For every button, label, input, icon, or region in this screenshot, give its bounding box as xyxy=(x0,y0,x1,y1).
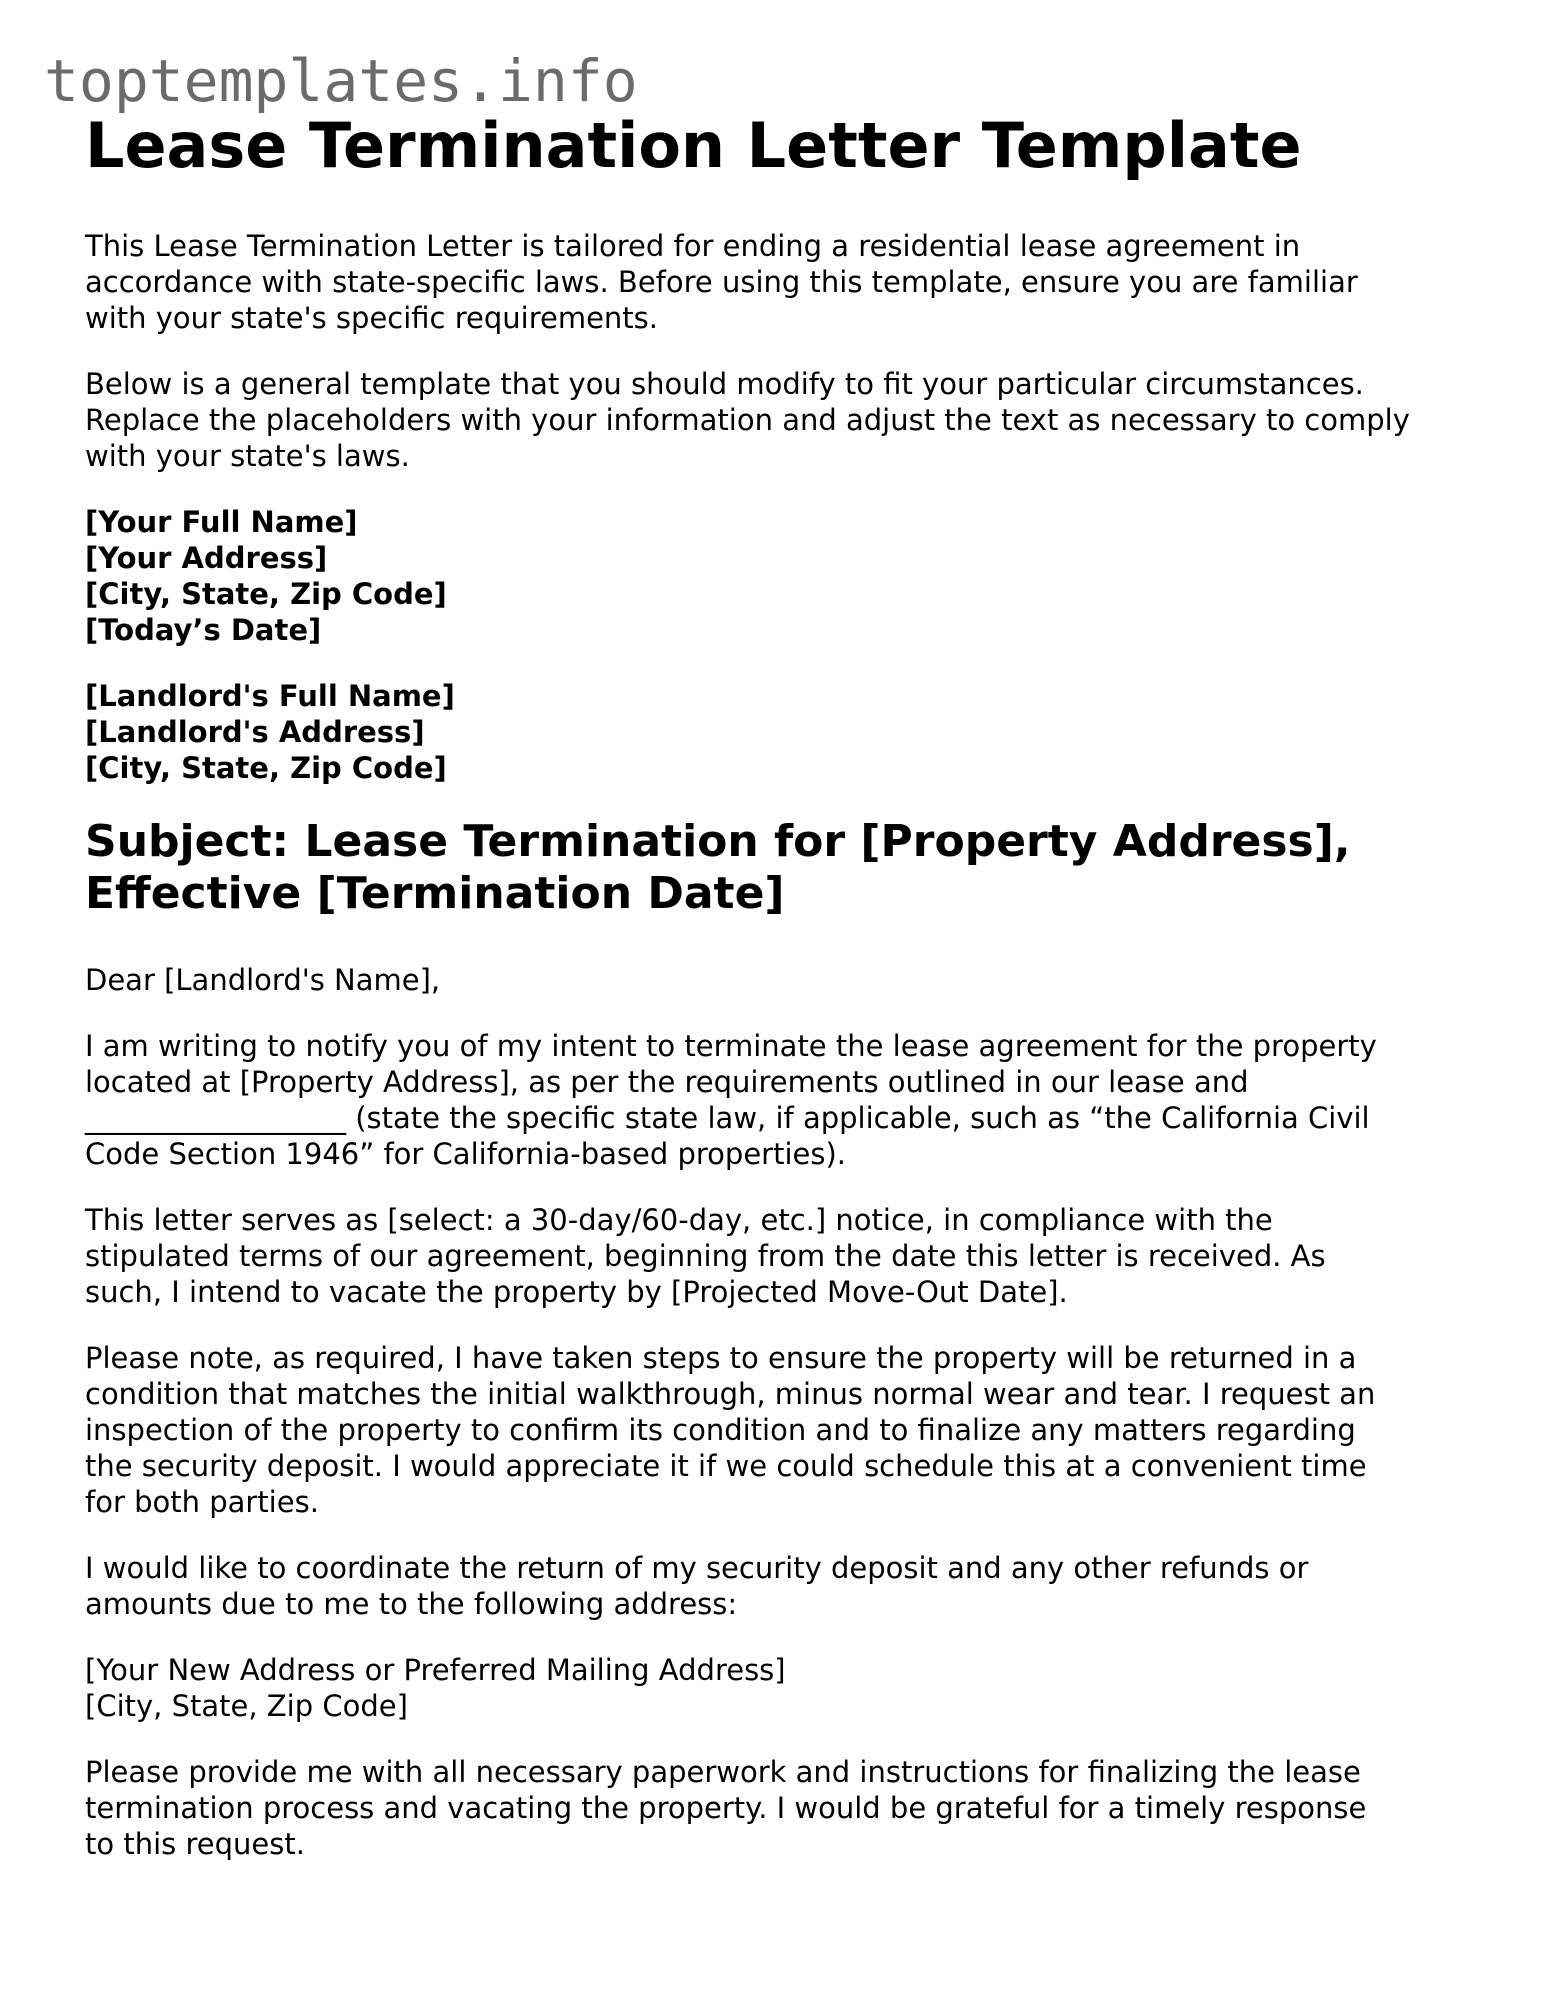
subject-line-1: Subject: Lease Termination for [Property Address], xyxy=(85,816,1351,867)
body-paragraph-1: I am writing to notify you of my intent to terminate the lease agreement for the property located at [Property Address], as per the requirements outlined in our lease and __________________ (state the specific state law, if applicable, such as “the California Civil Code Section 1946” for California-based properties). xyxy=(85,1029,1377,1171)
subject-heading xyxy=(85,816,1485,920)
forwarding-address-block xyxy=(85,1652,1485,1724)
landlord-address: [Landlord's Address] xyxy=(85,715,425,749)
landlord-address-block xyxy=(85,678,1485,786)
body-paragraph-4: I would like to coordinate the return of my security deposit and any other refunds or amounts due to me to the following address: xyxy=(85,1551,1309,1621)
greeting: Dear [Landlord's Name], xyxy=(85,963,441,997)
sender-date: [Today’s Date] xyxy=(85,613,322,647)
watermark-logo: toptemplates.info xyxy=(44,47,638,115)
body-paragraph-3: Please note, as required, I have taken steps to ensure the property will be returned in a condition that matches the initial walkthrough, minus normal wear and tear. I request an inspection of the property to confirm its condition and to finalize any matters regarding the security deposit. I would appreciate it if we could schedule this at a convenient time for both parties. xyxy=(85,1341,1376,1519)
sender-name: [Your Full Name] xyxy=(85,505,358,539)
sender-address: [Your Address] xyxy=(85,541,328,575)
document-title: Lease Termination Letter Template xyxy=(85,109,1302,182)
intro-paragraph-2: Below is a general template that you should modify to fit your particular circumstances. Replace the placeholders with your information and adjust the text as necessary to comply with your state's laws. xyxy=(85,367,1410,473)
landlord-city: [City, State, Zip Code] xyxy=(85,751,447,785)
subject-line-2: Effective [Termination Date] xyxy=(85,868,785,919)
body-paragraph-2: This letter serves as [select: a 30-day/60-day, etc.] notice, in compliance with the stipulated terms of our agreement, beginning from the date this letter is received. As such, I intend to vacate the property by [Projected Move-Out Date]. xyxy=(85,1203,1326,1309)
sender-address-block xyxy=(85,504,1485,648)
landlord-name: [Landlord's Full Name] xyxy=(85,679,455,713)
intro-paragraph-1: This Lease Termination Letter is tailored for ending a residential lease agreement in accordance with state-specific laws. Before using this template, ensure you are familiar with your state's specific requirements. xyxy=(85,229,1358,335)
forwarding-address: [Your New Address or Preferred Mailing Address] xyxy=(85,1653,786,1687)
forwarding-city: [City, State, Zip Code] xyxy=(85,1689,408,1723)
sender-city: [City, State, Zip Code] xyxy=(85,577,447,611)
closing-paragraph: Please provide me with all necessary paperwork and instructions for finalizing the lease termination process and vacating the property. I would be grateful for a timely response to this request. xyxy=(85,1755,1367,1861)
document-page xyxy=(85,108,1485,1892)
